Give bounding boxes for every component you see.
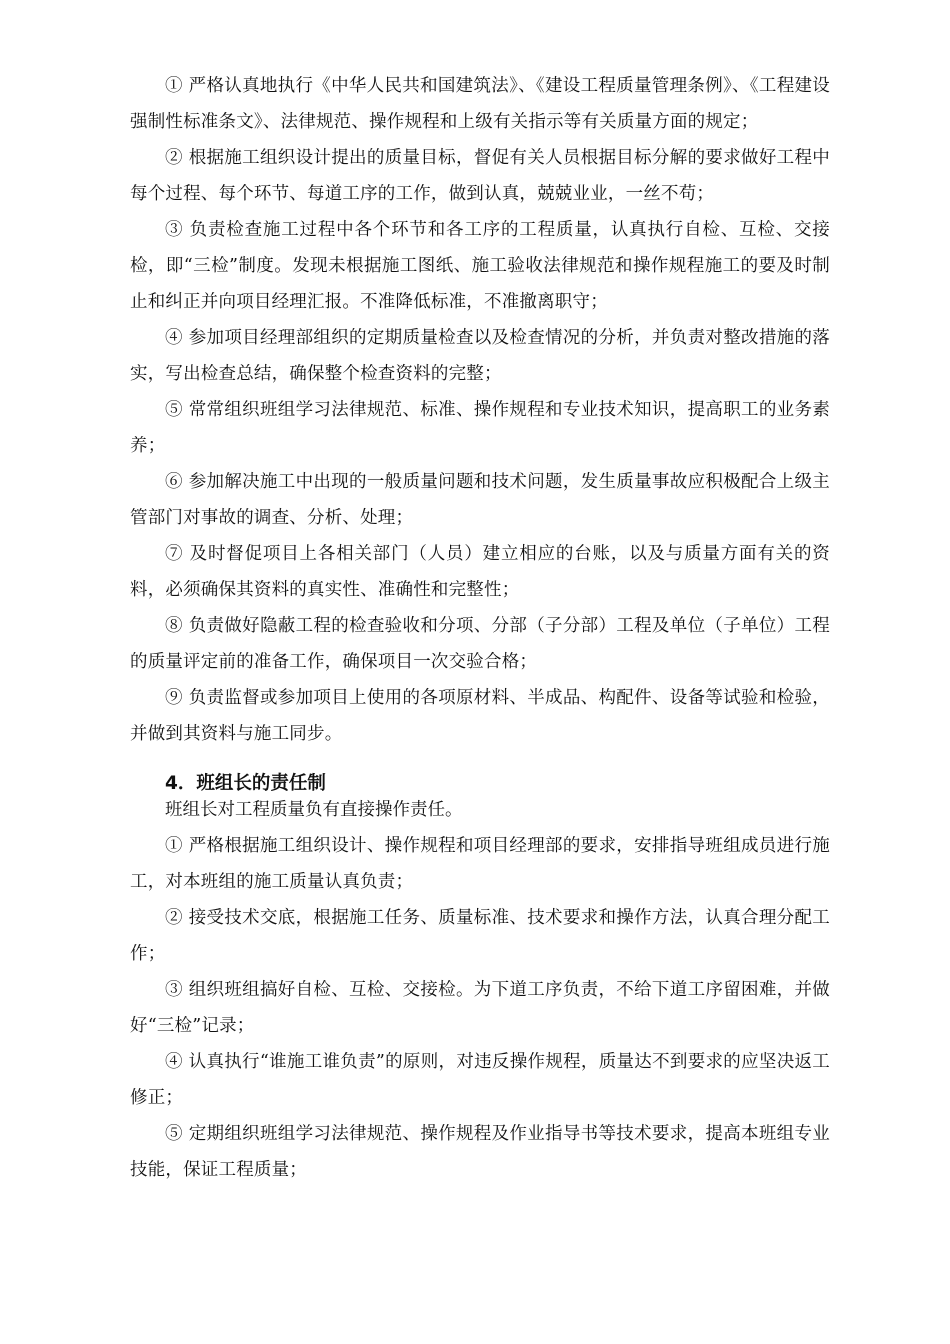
list-item: ⑤ 常常组织班组学习法律规范、标准、操作规程和专业技术知识，提高职工的业务素养；	[130, 400, 830, 456]
list-item: ② 根据施工组织设计提出的质量目标，督促有关人员根据目标分解的要求做好工程中每个过程、每个环节、每道工序的工作，做到认真，兢兢业业，一丝不苟；	[130, 148, 830, 204]
list-item: ⑦ 及时督促项目上各相关部门（人员）建立相应的台账，以及与质量方面有关的资料，必须确保其资料的真实性、准确性和完整性；	[130, 544, 830, 600]
list-item: ③ 负责检查施工过程中各个环节和各工序的工程质量，认真执行自检、互检、交接检，即“三检”制度。发现未根据施工图纸、施工验收法律规范和操作规程施工的要及时制止和纠正并向项目经理汇报。不准降低标准，不准撤离职守；	[130, 220, 830, 312]
list-item: ② 接受技术交底，根据施工任务、质量标准、技术要求和操作方法，认真合理分配工作；	[130, 908, 830, 964]
list-item: ⑧ 负责做好隐蔽工程的检查验收和分项、分部（子分部）工程及单位（子单位）工程的质量评定前的准备工作，确保项目一次交验合格；	[130, 616, 830, 672]
section-heading: 4．班组长的责任制	[165, 773, 326, 794]
list-item: ① 严格根据施工组织设计、操作规程和项目经理部的要求，安排指导班组成员进行施工，对本班组的施工质量认真负责；	[130, 836, 830, 892]
list-item: ⑥ 参加解决施工中出现的一般质量问题和技术问题，发生质量事故应积极配合上级主管部门对事故的调查、分析、处理；	[130, 472, 830, 528]
list-item: ③ 组织班组搞好自检、互检、交接检。为下道工序负责，不给下道工序留困难，并做好“三检”记录；	[130, 980, 830, 1036]
list-item: ① 严格认真地执行《中华人民共和国建筑法》、《建设工程质量管理条例》、《工程建设强制性标准条文》、法律规范、操作规程和上级有关指示等有关质量方面的规定；	[130, 76, 830, 132]
list-item: ④ 认真执行“谁施工谁负责”的原则，对违反操作规程，质量达不到要求的应坚决返工修正；	[130, 1052, 830, 1108]
list-item: ⑨ 负责监督或参加项目上使用的各项原材料、半成品、构配件、设备等试验和检验，并做到其资料与施工同步。	[130, 688, 830, 744]
list-item: ④ 参加项目经理部组织的定期质量检查以及检查情况的分析，并负责对整改措施的落实，写出检查总结，确保整个检查资料的完整；	[130, 328, 830, 384]
list-item: ⑤ 定期组织班组学习法律规范、操作规程及作业指导书等技术要求，提高本班组专业技能，保证工程质量；	[130, 1124, 830, 1180]
document-page	[130, 68, 830, 1188]
section-intro: 班组长对工程质量负有直接操作责任。	[165, 800, 463, 820]
